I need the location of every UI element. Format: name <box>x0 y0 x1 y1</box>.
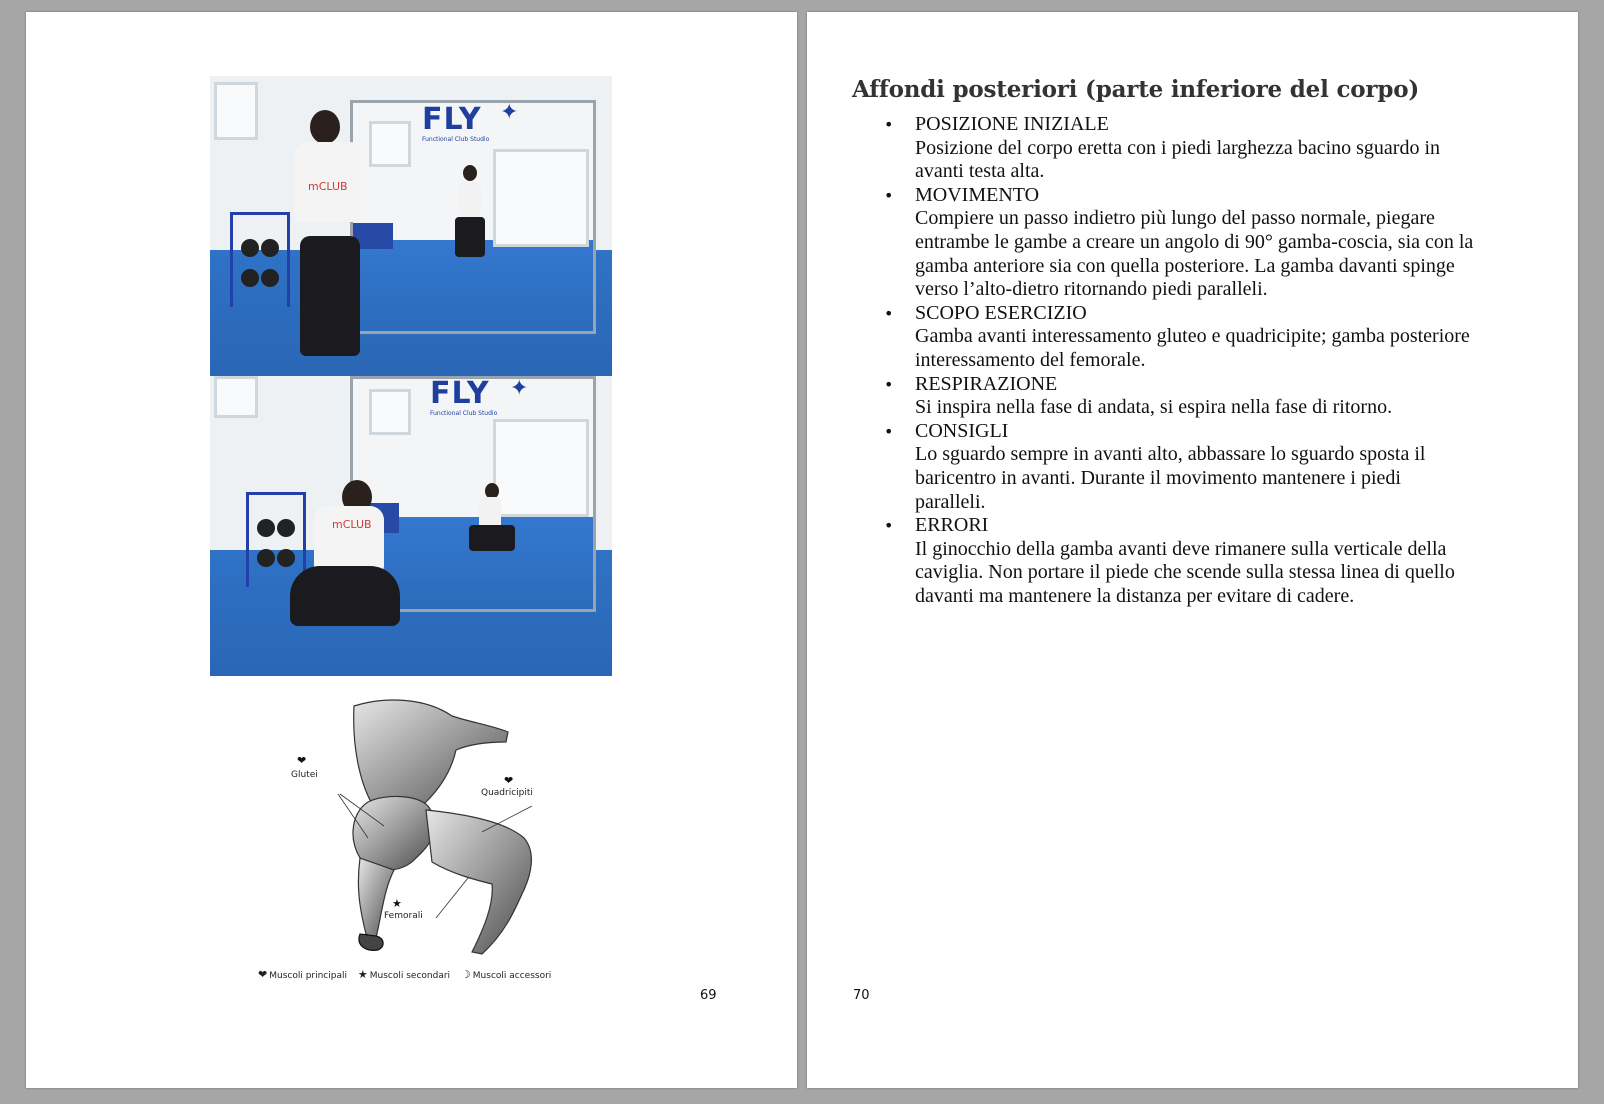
window <box>214 82 258 140</box>
reflection-legs <box>455 217 485 257</box>
legend-item-principali <box>258 968 347 981</box>
page-number: 70 <box>853 988 870 1003</box>
person-head <box>310 110 340 144</box>
section-movimento <box>915 184 1475 302</box>
section-body: Compiere un passo indietro più lungo del passo normale, piegare entrambe le gambe a creare un angolo di 90° gamba-coscia, sia con la gamba anteriore sia con quella posteriore. La gamba davanti spinge verso l’alto-dietro ritornando piedi paralleli. <box>915 207 1474 301</box>
section-respirazione <box>915 373 1475 420</box>
reflection-torso <box>459 181 481 217</box>
person-legs <box>290 566 400 626</box>
reflection-head <box>463 165 477 181</box>
section-heading: • ERRORI <box>915 514 989 537</box>
section-body: Posizione del corpo eretta con i piedi larghezza bacino sguardo in avanti testa alta. <box>915 136 1440 183</box>
legend-label: Muscoli principali <box>269 971 347 981</box>
plate-rack <box>246 492 306 587</box>
plate-icon <box>241 239 259 257</box>
heart-icon: ❤ <box>258 968 268 981</box>
page-right <box>807 12 1578 1088</box>
section-heading: • POSIZIONE INIZIALE <box>915 113 1109 135</box>
section-body: Lo sguardo sempre in avanti alto, abbassare lo sguardo sposta il baricentro in avanti. Durante il movimento mantenere i piedi paralleli. <box>915 443 1426 513</box>
label-femorali: Femorali <box>384 911 423 921</box>
wing-logo-icon: ✦ <box>500 100 519 125</box>
photo-squat-position <box>210 376 612 676</box>
figure-back-leg <box>358 858 394 938</box>
legend-item-accessori <box>460 968 552 981</box>
legend-label: Muscoli secondari <box>369 971 451 981</box>
section-heading: • CONSIGLI <box>915 419 1009 442</box>
window-reflection <box>493 419 589 517</box>
plate-icon <box>261 269 279 287</box>
brand-subtitle: Functional Club Studio <box>430 410 498 417</box>
window <box>214 376 258 418</box>
plate-icon <box>277 519 295 537</box>
shirt-logo: mCLUB <box>332 518 372 531</box>
person-torso <box>314 506 384 572</box>
section-body: Si inspira nella fase di andata, si espira nella fase di ritorno. <box>915 396 1393 419</box>
reflection-legs <box>469 525 515 551</box>
person-legs <box>300 236 360 356</box>
exercise-sections <box>915 113 1475 608</box>
section-heading: • SCOPO ESERCIZIO <box>915 301 1087 324</box>
heart-icon: ❤ <box>297 754 307 767</box>
figure-back-foot <box>359 934 383 950</box>
brand-subtitle: Functional Club Studio <box>422 136 490 143</box>
section-errori <box>915 514 1475 608</box>
section-consigli <box>915 420 1475 514</box>
plate-rack <box>230 212 290 307</box>
label-quadricipiti: Quadricipiti <box>481 788 533 798</box>
star-icon: ★ <box>392 897 402 910</box>
exercise-title: Affondi posteriori (parte inferiore del corpo) <box>852 76 1420 103</box>
heart-icon: ❤ <box>504 774 514 787</box>
page-left <box>26 12 797 1088</box>
photo-start-position <box>210 76 612 376</box>
muscle-diagram <box>256 698 576 988</box>
label-glutei: Glutei <box>291 770 318 780</box>
plate-icon <box>257 549 275 567</box>
plate-icon <box>261 239 279 257</box>
figure-glutes <box>353 796 435 870</box>
person-torso <box>294 142 364 222</box>
plate-icon <box>257 519 275 537</box>
shirt-logo: mCLUB <box>308 180 348 193</box>
plate-icon <box>277 549 295 567</box>
moon-icon: ☽ <box>460 968 471 981</box>
legend-item-secondari <box>357 968 451 981</box>
wing-logo-icon: ✦ <box>510 376 529 401</box>
section-heading: • RESPIRAZIONE <box>915 372 1058 395</box>
plate-icon <box>241 269 259 287</box>
window-reflection <box>369 389 411 435</box>
window-reflection <box>369 121 411 167</box>
page-number: 69 <box>700 988 717 1003</box>
section-body: Gamba avanti interessamento gluteo e quadricipite; gamba posteriore interessamento del femorale. <box>915 325 1470 371</box>
pointer-line <box>436 878 468 918</box>
figure-front-leg <box>426 810 531 954</box>
section-posizione-iniziale <box>915 113 1475 184</box>
muscle-legend <box>258 968 578 981</box>
brand-logo: FLY <box>422 102 482 137</box>
section-body: Il ginocchio della gamba avanti deve rimanere sulla verticale della caviglia. Non portare il piede che scende sulla stessa linea di quello davanti ma mantenere la distanza per evitare di cadere. <box>915 537 1455 607</box>
brand-logo: FLY <box>430 376 490 411</box>
window-reflection <box>493 149 589 247</box>
star-icon: ★ <box>357 968 368 981</box>
section-scopo-esercizio <box>915 302 1475 373</box>
legend-label: Muscoli accessori <box>472 971 552 981</box>
section-heading: • MOVIMENTO <box>915 183 1040 206</box>
